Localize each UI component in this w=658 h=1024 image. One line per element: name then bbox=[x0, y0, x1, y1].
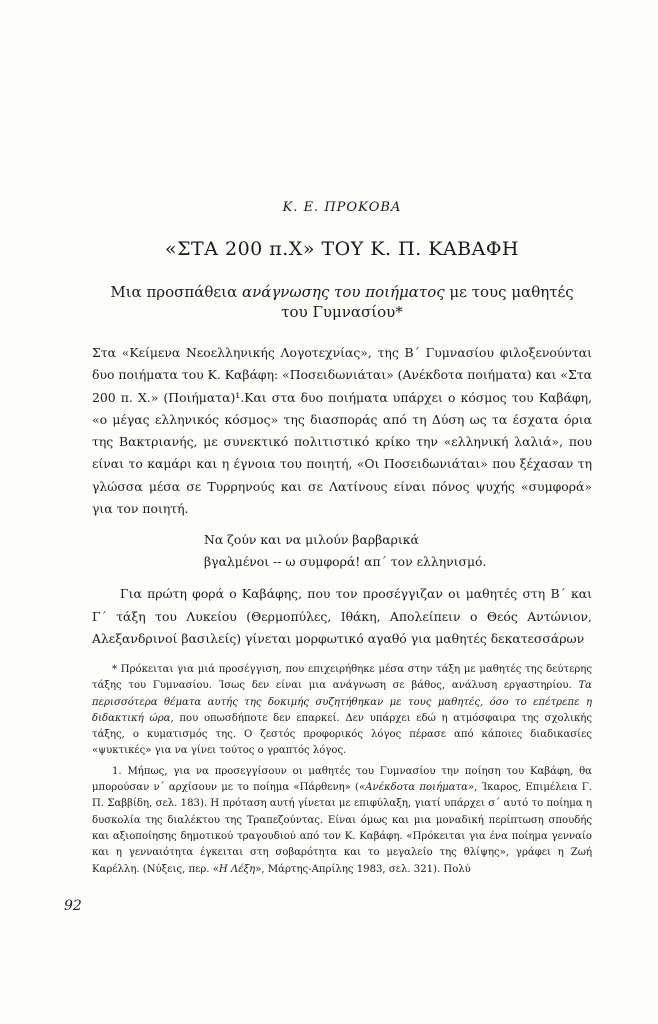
verse-line-1: Να ζούν και να μιλούν βαρβαρικά bbox=[204, 532, 419, 548]
footnote-star-italic: Τα περισσότερα θέματα αυτής της δοκιμής συζητήθηκαν με τους μαθητές, όσο το επέτρεπε η διδακτική ώρα, bbox=[92, 680, 592, 724]
footnote-star bbox=[92, 662, 592, 760]
body-paragraph-2: Για πρώτη φορά ο Καβάφης, που τον προσέγγιζαν οι μαθητές στη Β΄ και Γ΄ τάξη του Λυκείου (Θερμοπύλες, Ιθάκη, Απολείπειν ο Θεός Αντώνιον, Αλεξανδρινοί βασιλείς) γίνεται μορφωτικό αγαθό για μαθητές δεκατεσσάρων bbox=[92, 586, 592, 646]
footnote-1-text: 1. Μήπως, για να προσεγγίσουν οι μαθητές του Γυμνασίου την ποίηση του Καβάφη, θα μπορούσαν ν΄ αρχίσουν με το ποίημα «Πάρθενη» ( bbox=[92, 765, 592, 794]
subtitle-text: Μια προσπάθεια bbox=[110, 283, 242, 301]
footnotes bbox=[92, 662, 592, 878]
footnote-1 bbox=[92, 764, 592, 878]
document-page bbox=[64, 0, 592, 1024]
article-subtitle bbox=[102, 282, 582, 322]
verse-line-2: βγαλμένοι -- ω συμφορά! απ΄ τον ελληνισμό. bbox=[204, 554, 487, 570]
footnote-1-text-end: », Μάρτης-Απρίλης 1983, σελ. 321). Πολύ bbox=[255, 863, 471, 875]
footnote-1-italic-title: «Ανέκδοτα ποιήματα» bbox=[358, 782, 475, 794]
article-title: «ΣΤΑ 200 π.Χ» ΤΟΥ Κ. Π. ΚΑΒΑΦΗ bbox=[164, 238, 519, 260]
subtitle-italic-text: ανάγνωσης του ποιήματος bbox=[241, 283, 445, 301]
footnote-1-text-mid: , Ίκαρος, Επιμέλεια Γ. Π. Σαββίδη, σελ. 183). Η πρόταση αυτή γίνεται με επιφύλαξη, γιατί υπάρχει σ΄ αυτό το ποίημα η δυσκολία της διαλέκτου της Τραπεζούντας. Είναι όμως και μια μοναδική περίπτωση σπουδής και αξιοποίησης δημοτικού τραγουδιού από τον Κ. Καβάφη. «Πρόκειται για ένα ποίημα γενναίο και η γενναιότητα έγκειται στη σοβαρότητα και το μεγαλείο της θλίψης», γράφει η Ζωή Καρέλλη. (Νύξεις, περ. « bbox=[92, 782, 592, 875]
footnote-1-italic-journal: Η Λέξη bbox=[218, 863, 256, 875]
verse-quote bbox=[204, 529, 592, 573]
footnote-star-text: * Πρόκειται για μιά προσέγγιση, που επιχειρήθηκε μέσα στην τάξη με μαθητές της δεύτερης τάξης του Γυμνασίου. Ίσως δεν είναι μια ανάγνωση σε βάθος, ανάλυση εργαστηρίου. bbox=[92, 664, 592, 692]
body-paragraph-1: Στα «Κείμενα Νεοελληνικής Λογοτεχνίας», της Β΄ Γυμνασίου φιλοξενούνται δυο ποιήματα του Κ. Καβάφη: «Ποσειδωνιάται» (Ανέκδοτα ποιήματα) και «Στα 200 π. Χ.» (Ποιήματα)¹.Και στα δυο ποιήματα υπάρχει ο κόσμος του Καβάφη, «ο μέγας ελληνικός κόσμος» της διασποράς από τη Δύση ως τα έσχατα όρια της Βακτριανής, με συνεκτικό πολιτιστικό κρίκο την «ελληνική λαλιά», που είναι το καμάρι και η έγνοια του ποιητή, «Οι Ποσειδωνιάται» που ξέχασαν τη γλώσσα μέσα σε Τυρρηνούς και σε Λατίνους είναι πόνος ψυχής «συμφορά» για τον ποιητή. bbox=[92, 345, 592, 517]
article-body bbox=[92, 342, 592, 650]
footnote-star-text-end: που οπωσδήποτε δεν επαρκεί. Δεν υπάρχει εδώ η ατμόσφαιρα της σχολικής τάξης, ο κυματισμός της. Ο ζεστός προφορικός λόγος πέρασε από κάποιες διαδικασίες «ψυκτικές» για να γίνει τούτος ο γραπτός λόγος. bbox=[92, 712, 592, 757]
subtitle-text-end: με τους μαθητές του Γυμνασίου* bbox=[281, 283, 574, 321]
article-author: Κ. Ε. ΠΡΟΚΟΒΑ bbox=[282, 200, 402, 215]
page-number: 92 bbox=[64, 898, 82, 914]
